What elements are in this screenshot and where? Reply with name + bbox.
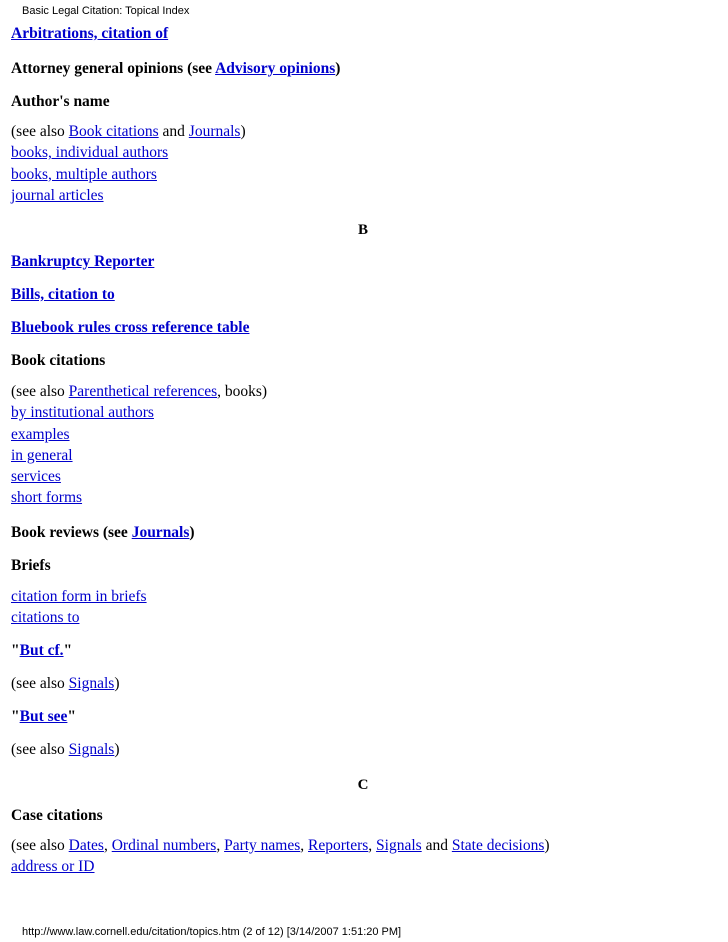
see-also-text: (see also bbox=[11, 837, 69, 854]
see-also-close: ) bbox=[114, 675, 120, 692]
link-bluebook-table[interactable]: Bluebook rules cross reference table bbox=[11, 319, 250, 336]
see-also-text: (see also bbox=[11, 675, 69, 692]
link-reporters[interactable]: Reporters bbox=[308, 837, 369, 854]
quote-open: " bbox=[11, 642, 20, 659]
entry-arbitrations bbox=[11, 24, 168, 43]
link-books-individual-authors[interactable]: books, individual authors bbox=[11, 144, 169, 162]
see-also-and: and bbox=[158, 123, 189, 140]
entry-but-see bbox=[11, 707, 76, 726]
entry-case-citations-title: Case citations bbox=[11, 807, 103, 824]
see-also-close: ) bbox=[240, 123, 246, 140]
link-ordinal-numbers[interactable]: Ordinal numbers bbox=[111, 837, 217, 854]
link-book-citations[interactable]: Book citations bbox=[68, 123, 159, 140]
entry-case-citations-body bbox=[11, 835, 550, 878]
link-party-names[interactable]: Party names bbox=[224, 837, 301, 854]
entry-attorney-general bbox=[11, 59, 340, 78]
attorney-label: Attorney general opinions (see bbox=[11, 60, 216, 77]
entry-authors-name-body bbox=[11, 121, 246, 206]
see-also-close: ) bbox=[114, 741, 120, 758]
separator: , bbox=[300, 837, 309, 854]
entry-bluebook bbox=[11, 318, 250, 337]
entry-but-see-see-also bbox=[11, 739, 120, 760]
link-examples[interactable]: examples bbox=[11, 425, 70, 443]
quote-close: " bbox=[63, 642, 73, 659]
see-also-text: (see also bbox=[11, 741, 69, 758]
quote-open: " bbox=[11, 708, 20, 725]
link-but-see[interactable]: But see bbox=[19, 708, 68, 725]
entry-bankruptcy bbox=[11, 252, 154, 271]
entry-book-citations-body bbox=[11, 381, 267, 509]
entry-authors-name-title: Author's name bbox=[11, 93, 110, 110]
see-also-text: (see also bbox=[11, 383, 69, 400]
link-signals[interactable]: Signals bbox=[68, 741, 115, 758]
separator: , bbox=[216, 837, 225, 854]
entry-but-cf-see-also bbox=[11, 673, 120, 694]
entry-book-citations-title: Book citations bbox=[11, 352, 106, 369]
see-also-text: (see also bbox=[11, 123, 69, 140]
link-parenthetical-references[interactable]: Parenthetical references bbox=[68, 383, 218, 400]
entry-briefs-body bbox=[11, 586, 147, 629]
separator: and bbox=[421, 837, 452, 854]
separator: , bbox=[103, 837, 112, 854]
book-reviews-label: Book reviews (see bbox=[11, 524, 132, 541]
link-in-general[interactable]: in general bbox=[11, 446, 73, 464]
entry-briefs-title: Briefs bbox=[11, 557, 51, 574]
separator: , bbox=[368, 837, 377, 854]
link-journal-articles[interactable]: journal articles bbox=[11, 186, 104, 204]
link-bankruptcy-reporter[interactable]: Bankruptcy Reporter bbox=[11, 253, 155, 270]
book-reviews-close: ) bbox=[189, 524, 195, 541]
page-header: Basic Legal Citation: Topical Index bbox=[22, 5, 190, 17]
case-citations-see-also bbox=[11, 835, 550, 856]
link-address-or-id[interactable]: address or ID bbox=[11, 858, 95, 876]
link-services[interactable]: services bbox=[11, 468, 61, 486]
link-advisory-opinions[interactable]: Advisory opinions bbox=[215, 60, 336, 77]
link-short-forms[interactable]: short forms bbox=[11, 489, 83, 507]
link-citations-to[interactable]: citations to bbox=[11, 609, 80, 627]
quote-close: " bbox=[67, 708, 77, 725]
entry-but-cf bbox=[11, 641, 72, 660]
see-also-close: , books) bbox=[217, 383, 268, 400]
page-footer: http://www.law.cornell.edu/citation/topics.htm (2 of 12) [3/14/2007 1:51:20 PM] bbox=[22, 926, 402, 938]
section-letter-c: C bbox=[357, 777, 369, 793]
entry-bills bbox=[11, 285, 115, 304]
link-by-institutional-authors[interactable]: by institutional authors bbox=[11, 404, 154, 422]
link-dates[interactable]: Dates bbox=[68, 837, 104, 854]
link-state-decisions[interactable]: State decisions bbox=[451, 837, 545, 854]
link-signals[interactable]: Signals bbox=[68, 675, 115, 692]
see-also-close: ) bbox=[544, 837, 550, 854]
attorney-close: ) bbox=[335, 60, 341, 77]
link-arbitrations[interactable]: Arbitrations, citation of bbox=[11, 25, 169, 42]
link-journals[interactable]: Journals bbox=[188, 123, 241, 140]
link-journals-bold[interactable]: Journals bbox=[131, 524, 190, 541]
link-signals[interactable]: Signals bbox=[376, 837, 422, 854]
link-citation-form-in-briefs[interactable]: citation form in briefs bbox=[11, 588, 147, 605]
book-citations-see-also bbox=[11, 381, 267, 402]
link-books-multiple-authors[interactable]: books, multiple authors bbox=[11, 165, 157, 183]
authors-see-also bbox=[11, 121, 246, 142]
section-letter-b: B bbox=[357, 222, 368, 238]
link-but-cf[interactable]: But cf. bbox=[19, 642, 64, 659]
link-bills-citation[interactable]: Bills, citation to bbox=[11, 286, 115, 303]
entry-book-reviews bbox=[11, 523, 195, 542]
